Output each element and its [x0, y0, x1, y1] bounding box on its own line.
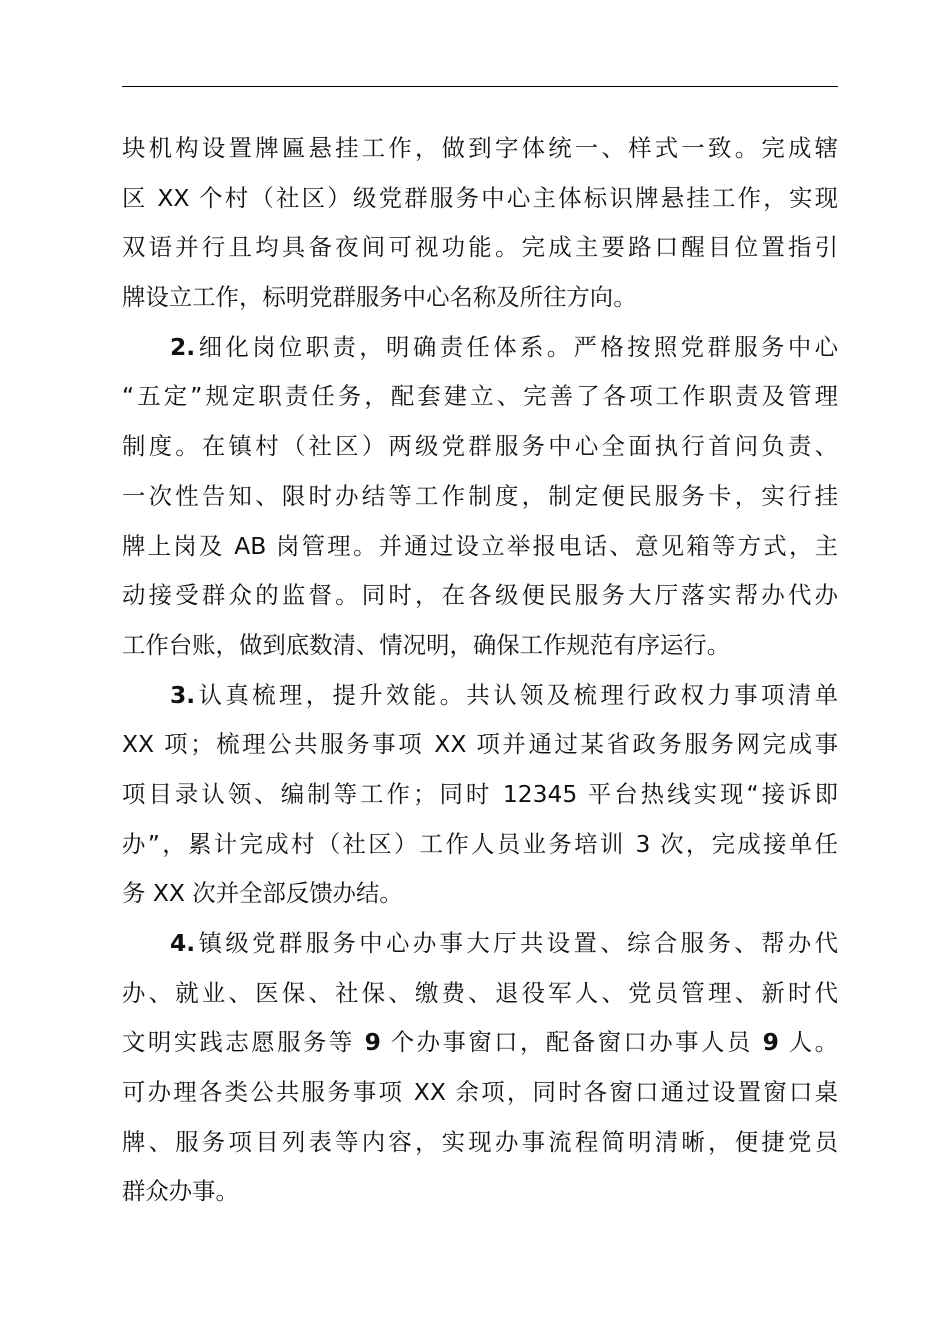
text-run: 细化岗位职责，明确责任体系。严格按照党群服务中心 — [195, 332, 838, 361]
text-run: 文明实践志愿服务等 — [122, 1028, 365, 1057]
text-line — [122, 820, 838, 870]
text-run: 一次性告知、限时办结等工作制度，制定便民服务卡，实行挂 — [122, 481, 838, 510]
text-line — [122, 372, 838, 422]
text-run: 群众办事。 — [122, 1177, 239, 1206]
text-run: 个办事窗口，配备窗口办事人员 — [380, 1028, 763, 1057]
text-run: 工作台账，做到底数清、情况明，确保工作规范有序运行。 — [122, 630, 731, 659]
text-run: 牌上岗及 AB 岗管理。并通过设立举报电话、意见箱等方式，主 — [122, 531, 838, 560]
text-run: 牌设立工作，标明党群服务中心名称及所往方向。 — [122, 283, 637, 312]
paragraph-item-2 — [122, 323, 838, 671]
text-run: 动接受群众的监督。同时，在各级便民服务大厅落实帮办代办 — [122, 581, 838, 610]
text-line — [122, 422, 838, 472]
item-number: 3. — [170, 680, 196, 709]
text-line — [122, 969, 838, 1019]
text-run: 办、就业、医保、社保、缴费、退役军人、党员管理、新时代 — [122, 978, 838, 1007]
text-run: “五定”规定职责任务，配套建立、完善了各项工作职责及管理 — [122, 382, 838, 411]
text-run: 项目录认领、编制等工作；同时 12345 平台热线实现“接诉即 — [122, 779, 838, 808]
item-number: 4. — [170, 929, 196, 957]
text-line — [122, 1018, 838, 1068]
text-line — [122, 472, 838, 522]
text-run: 牌、服务项目列表等内容，实现办事流程简明清晰，便捷党员 — [122, 1127, 838, 1156]
text-line — [122, 1118, 838, 1168]
text-run: 双语并行且均具备夜间可视功能。完成主要路口醒目位置指引 — [122, 233, 838, 262]
emphasis-number: 9 — [762, 1028, 779, 1057]
document-body — [122, 124, 838, 1217]
header-rule — [122, 86, 838, 87]
text-run: 镇级党群服务中心办事大厅共设置、综合服务、帮办代 — [195, 929, 838, 957]
text-line — [122, 124, 838, 174]
text-run: XX 项；梳理公共服务事项 XX 项并通过某省政务服务网完成事 — [122, 730, 838, 759]
text-run: 认真梳理，提升效能。共认领及梳理行政权力事项清单 — [195, 680, 838, 709]
paragraph-item-3 — [122, 671, 838, 919]
item-number: 2. — [170, 332, 196, 361]
text-line — [122, 273, 838, 323]
text-run: 制度。在镇村（社区）两级党群服务中心全面执行首问负责、 — [122, 432, 838, 461]
paragraph-continuation — [122, 124, 838, 323]
text-run: 区 XX 个村（社区）级党群服务中心主体标识牌悬挂工作，实现 — [122, 183, 838, 212]
text-run: 可办理各类公共服务事项 XX 余项，同时各窗口通过设置窗口桌 — [122, 1078, 838, 1107]
text-line — [122, 1167, 838, 1217]
text-line — [122, 919, 838, 969]
text-line — [122, 571, 838, 621]
text-line — [122, 323, 838, 373]
text-line — [122, 174, 838, 224]
text-line — [122, 671, 838, 721]
text-line — [122, 869, 838, 919]
text-run: 人。 — [778, 1028, 838, 1057]
text-line — [122, 621, 838, 671]
text-run: 务 XX 次并全部反馈办结。 — [122, 879, 403, 908]
text-line — [122, 223, 838, 273]
text-run: 块机构设置牌匾悬挂工作，做到字体统一、样式一致。完成辖 — [122, 134, 838, 162]
emphasis-number: 9 — [364, 1028, 381, 1057]
text-run: 办”，累计完成村（社区）工作人员业务培训 3 次，完成接单任 — [122, 829, 838, 858]
text-line — [122, 720, 838, 770]
text-line — [122, 1068, 838, 1118]
text-line — [122, 770, 838, 820]
text-line — [122, 522, 838, 572]
paragraph-item-4 — [122, 919, 838, 1217]
